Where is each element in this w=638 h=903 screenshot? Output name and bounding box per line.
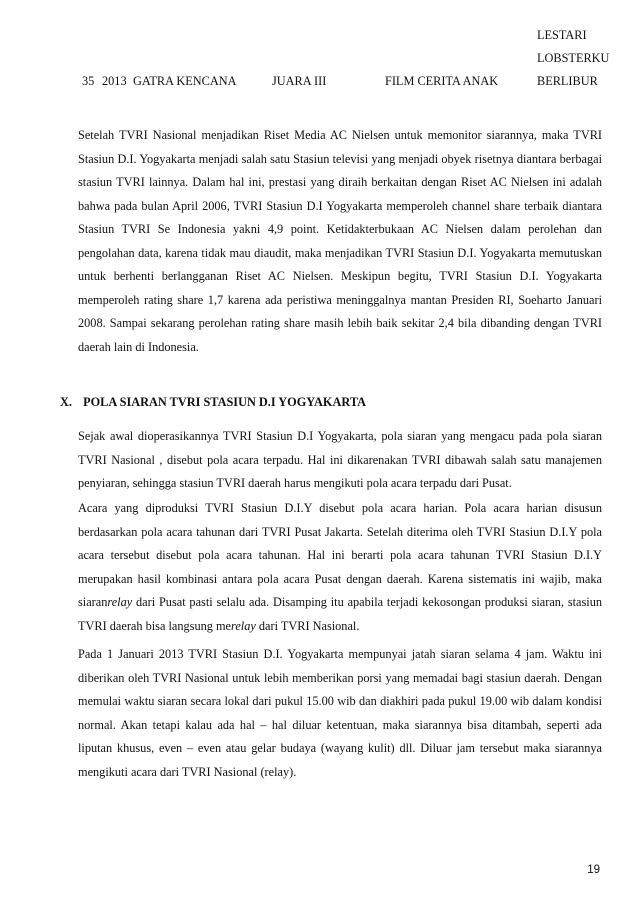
- section-number: X.: [60, 395, 72, 409]
- award-rank: JUARA III: [272, 74, 327, 88]
- paragraph-daily-program: [78, 497, 602, 638]
- section-heading: [60, 395, 366, 410]
- italic-term: relay: [231, 618, 256, 633]
- award-title-line3: BERLIBUR: [537, 74, 598, 88]
- paragraph-text: dari Pusat pasti selalu ada. Disamping itu apabila terjadi kekosongan produksi siaran, stasiun TVRI daerah bisa langsung me: [78, 595, 602, 633]
- paragraph-text: dari TVRI Nasional.: [255, 618, 360, 633]
- paragraph-airtime: Pada 1 Januari 2013 TVRI Stasiun D.I. Yogyakarta mempunyai jatah siaran selama 4 jam. Waktu ini diberikan oleh TVRI Nasional untuk lebih memberikan porsi yang memadai bagi stasiun daerah. Dengan memulai waktu siaran secara lokal dari pukul 15.00 wib dan diakhiri pada pukul 19.00 wib dalam kondisi normal. Akan tetapi kalau ada hal – hal diluar ketentuan, maka siarannya bisa ditambah, seperti ada liputan khusus, even – even atau gelar budaya (wayang kulit) dll. Diluar jam tersebut maka siarannya mengikuti acara dari TVRI Nasional (relay).: [78, 647, 602, 779]
- paragraph-broadcast-pattern: Sejak awal dioperasikannya TVRI Stasiun D.I Yogyakarta, pola siaran yang mengacu pada pola siaran TVRI Nasional , disebut pola acara terpadu. Hal ini dikarenakan TVRI dibawah salah satu manajemen penyiaran, sehingga stasiun TVRI daerah harus mengikuti pola acara terpadu dari Pusat.: [78, 429, 602, 490]
- award-category: FILM CERITA ANAK: [385, 74, 499, 88]
- award-title-line2: LOBSTERKU: [537, 51, 610, 65]
- italic-term: relay: [107, 595, 133, 609]
- award-name: GATRA KENCANA: [133, 74, 237, 88]
- page-number: 19: [587, 864, 600, 876]
- paragraph-nielsen: Setelah TVRI Nasional menjadikan Riset Media AC Nielsen untuk memonitor siarannya, maka TVRI Stasiun D.I. Yogyakarta menjadi salah satu Stasiun televisi yang menjadi obyek risetnya diantara berbagai stasiun TVRI lainnya. Dalam hal ini, prestasi yang diraih berkaitan dengan Riset AC Nielsen ini adalah bahwa pada bulan April 2006, TVRI Stasiun D.I Yogyakarta memperoleh channel share terbaik diantara Stasiun TVRI Se Indonesia yakni 4,9 point. Ketidakterbukaan AC Nielsen dalam perolehan dan pengolahan data, karena tidak mau diaudit, maka menjadikan TVRI Stasiun D.I. Yogyakarta memutuskan untuk berhenti berlangganan Riset AC Nielsen. Meskipun begitu, TVRI Stasiun D.I. Yogyakarta memperoleh rating share 1,7 karena ada peristiwa meninggalnya mantan Presiden RI, Soeharto Januari 2008. Sampai sekarang perolehan rating share masih lebih baik sekitar 2,4 bila dibanding dengan TVRI daerah lain di Indonesia.: [78, 128, 602, 354]
- section-title: POLA SIARAN TVRI STASIUN D.I YOGYAKARTA: [83, 395, 366, 409]
- paragraph-text: Acara yang diproduksi TVRI Stasiun D.I.Y disebut pola acara harian. Pola acara harian disusun berdasarkan pola acara tahunan dari TVRI Pusat Jakarta. Setelah diterima oleh TVRI Stasiun D.I.Y pola acara tersebut disebut pola acara tahunan. Hal ini berarti pola acara tahunan TVRI Stasiun D.I.Y merupakan hasil kombinasi antara pola acara Pusat dengan daerah. Karena sistematis ini wajib, maka siaran: [78, 501, 602, 609]
- award-title-line1: LESTARI: [537, 28, 587, 42]
- award-number: 35: [82, 74, 95, 88]
- award-year: 2013: [102, 74, 127, 88]
